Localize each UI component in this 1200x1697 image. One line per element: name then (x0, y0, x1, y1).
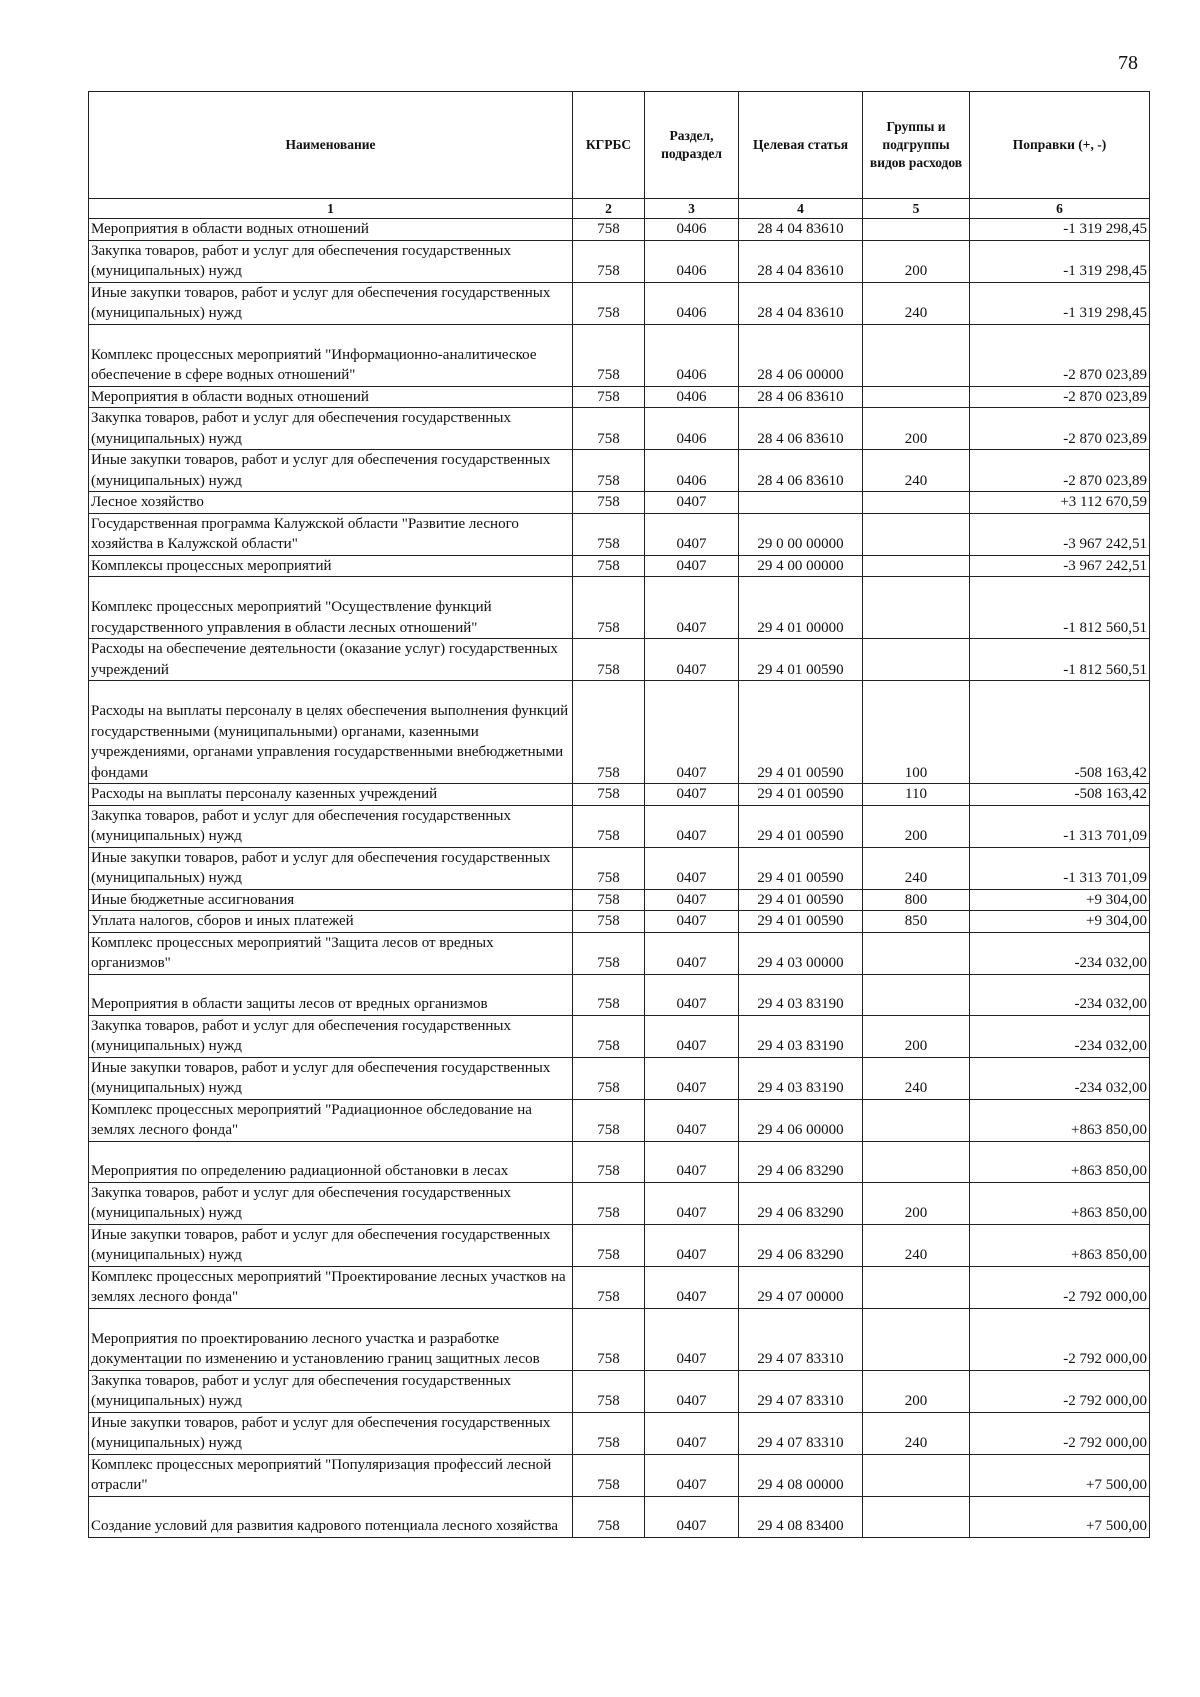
row-name: Иные закупки товаров, работ и услуг для обеспечения государственных (муниципальных) нужд (89, 847, 573, 889)
table-row (89, 847, 1150, 889)
row-amendment-amount: +7 500,00 (970, 1454, 1150, 1496)
row-kgrbs: 758 (573, 1141, 645, 1182)
row-expense-group (863, 555, 970, 577)
row-section: 0406 (645, 386, 739, 408)
row-name: Создание условий для развития кадрового потенциала лесного хозяйства (89, 1496, 573, 1537)
table-row (89, 577, 1150, 639)
table-row (89, 324, 1150, 386)
row-section: 0407 (645, 1308, 739, 1370)
row-section: 0406 (645, 324, 739, 386)
row-expense-group (863, 974, 970, 1015)
table-row (89, 1015, 1150, 1057)
table-row (89, 784, 1150, 806)
row-name: Закупка товаров, работ и услуг для обеспечения государственных (муниципальных) нужд (89, 805, 573, 847)
table-row (89, 282, 1150, 324)
row-section: 0407 (645, 577, 739, 639)
row-section: 0407 (645, 639, 739, 681)
row-kgrbs: 758 (573, 408, 645, 450)
row-target-article: 29 4 06 00000 (739, 1099, 863, 1141)
header-row (89, 92, 1150, 199)
row-section: 0406 (645, 450, 739, 492)
row-amendment-amount: -3 967 242,51 (970, 555, 1150, 577)
budget-amendments-table (88, 91, 1150, 1538)
table-row (89, 450, 1150, 492)
row-amendment-amount: +863 850,00 (970, 1182, 1150, 1224)
row-kgrbs: 758 (573, 450, 645, 492)
row-kgrbs: 758 (573, 1308, 645, 1370)
row-target-article: 29 4 01 00590 (739, 639, 863, 681)
row-section: 0407 (645, 1141, 739, 1182)
row-amendment-amount: -234 032,00 (970, 932, 1150, 974)
table-row (89, 1057, 1150, 1099)
table-row (89, 1224, 1150, 1266)
row-target-article: 29 4 08 00000 (739, 1454, 863, 1496)
row-section: 0407 (645, 1370, 739, 1412)
table-row (89, 1412, 1150, 1454)
row-amendment-amount: -1 313 701,09 (970, 847, 1150, 889)
row-section: 0407 (645, 1412, 739, 1454)
row-target-article: 28 4 06 83610 (739, 450, 863, 492)
table-row (89, 1370, 1150, 1412)
table-row (89, 555, 1150, 577)
row-name: Закупка товаров, работ и услуг для обеспечения государственных (муниципальных) нужд (89, 240, 573, 282)
row-expense-group: 200 (863, 1182, 970, 1224)
row-section: 0407 (645, 492, 739, 514)
row-amendment-amount: +7 500,00 (970, 1496, 1150, 1537)
header-amendments: Поправки (+, -) (970, 92, 1150, 199)
row-target-article: 29 4 01 00590 (739, 784, 863, 806)
row-kgrbs: 758 (573, 1182, 645, 1224)
row-amendment-amount: -2 870 023,89 (970, 408, 1150, 450)
row-expense-group: 200 (863, 240, 970, 282)
row-expense-group (863, 1099, 970, 1141)
row-target-article: 28 4 04 83610 (739, 240, 863, 282)
table-row (89, 1308, 1150, 1370)
row-kgrbs: 758 (573, 847, 645, 889)
row-kgrbs: 758 (573, 784, 645, 806)
table-row (89, 219, 1150, 241)
row-expense-group: 200 (863, 1370, 970, 1412)
row-section: 0407 (645, 1454, 739, 1496)
row-section: 0407 (645, 1015, 739, 1057)
row-section: 0407 (645, 974, 739, 1015)
row-expense-group (863, 577, 970, 639)
row-name: Комплекс процессных мероприятий "Популяризация профессий лесной отрасли" (89, 1454, 573, 1496)
column-number: 1 (89, 199, 573, 219)
row-target-article: 29 4 07 83310 (739, 1370, 863, 1412)
row-target-article: 29 4 07 83310 (739, 1308, 863, 1370)
row-name: Закупка товаров, работ и услуг для обеспечения государственных (муниципальных) нужд (89, 1370, 573, 1412)
row-target-article: 29 4 07 83310 (739, 1412, 863, 1454)
row-name: Закупка товаров, работ и услуг для обеспечения государственных (муниципальных) нужд (89, 1182, 573, 1224)
row-kgrbs: 758 (573, 1057, 645, 1099)
table-row (89, 1496, 1150, 1537)
row-kgrbs: 758 (573, 324, 645, 386)
row-kgrbs: 758 (573, 240, 645, 282)
row-kgrbs: 758 (573, 386, 645, 408)
row-name: Закупка товаров, работ и услуг для обеспечения государственных (муниципальных) нужд (89, 1015, 573, 1057)
row-kgrbs: 758 (573, 805, 645, 847)
row-target-article: 28 4 06 83610 (739, 386, 863, 408)
row-name: Мероприятия по определению радиационной обстановки в лесах (89, 1141, 573, 1182)
row-amendment-amount: -2 870 023,89 (970, 386, 1150, 408)
row-section: 0406 (645, 282, 739, 324)
table-row (89, 513, 1150, 555)
row-target-article: 29 4 08 83400 (739, 1496, 863, 1537)
row-name: Комплекс процессных мероприятий "Проектирование лесных участков на землях лесного фонда" (89, 1266, 573, 1308)
row-name: Иные закупки товаров, работ и услуг для обеспечения государственных (муниципальных) нужд (89, 1412, 573, 1454)
row-amendment-amount: -2 870 023,89 (970, 450, 1150, 492)
row-target-article: 29 4 01 00590 (739, 911, 863, 933)
row-section: 0407 (645, 681, 739, 784)
row-target-article: 29 4 01 00590 (739, 805, 863, 847)
row-amendment-amount: -1 812 560,51 (970, 639, 1150, 681)
row-section: 0407 (645, 847, 739, 889)
row-name: Иные бюджетные ассигнования (89, 889, 573, 911)
row-name: Расходы на выплаты персоналу казенных учреждений (89, 784, 573, 806)
row-name: Комплексы процессных мероприятий (89, 555, 573, 577)
row-amendment-amount: -2 792 000,00 (970, 1308, 1150, 1370)
row-expense-group: 240 (863, 1412, 970, 1454)
row-target-article: 29 4 03 83190 (739, 974, 863, 1015)
row-target-article: 29 4 03 00000 (739, 932, 863, 974)
row-section: 0407 (645, 555, 739, 577)
row-target-article: 29 4 06 83290 (739, 1182, 863, 1224)
row-expense-group (863, 324, 970, 386)
row-section: 0407 (645, 1057, 739, 1099)
row-expense-group (863, 1308, 970, 1370)
table-row (89, 911, 1150, 933)
row-expense-group: 110 (863, 784, 970, 806)
row-kgrbs: 758 (573, 1224, 645, 1266)
table-row (89, 639, 1150, 681)
row-target-article: 29 4 07 00000 (739, 1266, 863, 1308)
row-kgrbs: 758 (573, 889, 645, 911)
row-section: 0407 (645, 932, 739, 974)
row-section: 0407 (645, 911, 739, 933)
row-target-article: 29 4 06 83290 (739, 1141, 863, 1182)
row-expense-group (863, 1266, 970, 1308)
table-row (89, 1266, 1150, 1308)
row-amendment-amount: -2 792 000,00 (970, 1412, 1150, 1454)
row-section: 0407 (645, 1224, 739, 1266)
row-kgrbs: 758 (573, 1496, 645, 1537)
row-amendment-amount: -2 870 023,89 (970, 324, 1150, 386)
row-kgrbs: 758 (573, 1370, 645, 1412)
row-expense-group: 200 (863, 805, 970, 847)
row-target-article: 29 4 01 00590 (739, 889, 863, 911)
row-expense-group: 240 (863, 450, 970, 492)
row-section: 0407 (645, 1182, 739, 1224)
row-section: 0406 (645, 408, 739, 450)
row-section: 0407 (645, 889, 739, 911)
row-expense-group: 240 (863, 1057, 970, 1099)
row-amendment-amount: +3 112 670,59 (970, 492, 1150, 514)
row-target-article: 29 0 00 00000 (739, 513, 863, 555)
row-kgrbs: 758 (573, 577, 645, 639)
row-expense-group (863, 513, 970, 555)
table-row (89, 681, 1150, 784)
row-name: Мероприятия в области защиты лесов от вредных организмов (89, 974, 573, 1015)
row-name: Комплекс процессных мероприятий "Осуществление функций государственного управления в области лесных отношений" (89, 577, 573, 639)
row-amendment-amount: -508 163,42 (970, 784, 1150, 806)
row-target-article: 29 4 01 00590 (739, 847, 863, 889)
page-number: 78 (1118, 52, 1138, 74)
table-row (89, 974, 1150, 1015)
row-kgrbs: 758 (573, 974, 645, 1015)
row-name: Уплата налогов, сборов и иных платежей (89, 911, 573, 933)
table-row (89, 408, 1150, 450)
row-amendment-amount: -234 032,00 (970, 1057, 1150, 1099)
row-amendment-amount: -1 313 701,09 (970, 805, 1150, 847)
row-amendment-amount: -234 032,00 (970, 974, 1150, 1015)
table-row (89, 1454, 1150, 1496)
row-kgrbs: 758 (573, 681, 645, 784)
row-name: Комплекс процессных мероприятий "Защита лесов от вредных организмов" (89, 932, 573, 974)
row-name: Расходы на обеспечение деятельности (оказание услуг) государственных учреждений (89, 639, 573, 681)
row-expense-group (863, 1141, 970, 1182)
row-name: Иные закупки товаров, работ и услуг для обеспечения государственных (муниципальных) нужд (89, 1057, 573, 1099)
row-target-article: 29 4 03 83190 (739, 1057, 863, 1099)
row-name: Мероприятия по проектированию лесного участка и разработке документации по изменению и установлению границ защитных лесов (89, 1308, 573, 1370)
row-kgrbs: 758 (573, 1412, 645, 1454)
row-target-article: 29 4 01 00000 (739, 577, 863, 639)
row-expense-group: 240 (863, 847, 970, 889)
row-target-article: 29 4 06 83290 (739, 1224, 863, 1266)
row-expense-group (863, 219, 970, 241)
column-number: 5 (863, 199, 970, 219)
row-kgrbs: 758 (573, 911, 645, 933)
row-expense-group: 850 (863, 911, 970, 933)
row-target-article: 29 4 03 83190 (739, 1015, 863, 1057)
row-target-article: 28 4 06 00000 (739, 324, 863, 386)
row-amendment-amount: -234 032,00 (970, 1015, 1150, 1057)
row-expense-group (863, 386, 970, 408)
row-amendment-amount: -2 792 000,00 (970, 1370, 1150, 1412)
row-amendment-amount: -3 967 242,51 (970, 513, 1150, 555)
row-target-article: 29 4 01 00590 (739, 681, 863, 784)
row-target-article (739, 492, 863, 514)
header-target: Целевая статья (739, 92, 863, 199)
row-expense-group: 800 (863, 889, 970, 911)
row-section: 0407 (645, 1099, 739, 1141)
header-kgrbs: КГРБС (573, 92, 645, 199)
row-amendment-amount: -1 319 298,45 (970, 240, 1150, 282)
column-number: 6 (970, 199, 1150, 219)
row-kgrbs: 758 (573, 932, 645, 974)
row-amendment-amount: -1 812 560,51 (970, 577, 1150, 639)
row-target-article: 28 4 04 83610 (739, 282, 863, 324)
row-kgrbs: 758 (573, 492, 645, 514)
header-name: Наименование (89, 92, 573, 199)
row-section: 0407 (645, 784, 739, 806)
column-number: 4 (739, 199, 863, 219)
row-name: Мероприятия в области водных отношений (89, 386, 573, 408)
table-row (89, 805, 1150, 847)
row-name: Мероприятия в области водных отношений (89, 219, 573, 241)
table-row (89, 240, 1150, 282)
row-amendment-amount: -508 163,42 (970, 681, 1150, 784)
row-kgrbs: 758 (573, 1266, 645, 1308)
row-section: 0407 (645, 1496, 739, 1537)
row-target-article: 29 4 00 00000 (739, 555, 863, 577)
row-section: 0406 (645, 240, 739, 282)
row-name: Иные закупки товаров, работ и услуг для обеспечения государственных (муниципальных) нужд (89, 450, 573, 492)
row-name: Иные закупки товаров, работ и услуг для обеспечения государственных (муниципальных) нужд (89, 1224, 573, 1266)
row-amendment-amount: +863 850,00 (970, 1224, 1150, 1266)
row-expense-group: 240 (863, 1224, 970, 1266)
row-target-article: 28 4 04 83610 (739, 219, 863, 241)
row-amendment-amount: -1 319 298,45 (970, 282, 1150, 324)
row-expense-group: 100 (863, 681, 970, 784)
row-kgrbs: 758 (573, 555, 645, 577)
row-amendment-amount: -2 792 000,00 (970, 1266, 1150, 1308)
table-row (89, 1099, 1150, 1141)
row-name: Иные закупки товаров, работ и услуг для обеспечения государственных (муниципальных) нужд (89, 282, 573, 324)
row-kgrbs: 758 (573, 639, 645, 681)
row-amendment-amount: +863 850,00 (970, 1141, 1150, 1182)
table-row (89, 932, 1150, 974)
row-amendment-amount: +9 304,00 (970, 911, 1150, 933)
header-section: Раздел, подраздел (645, 92, 739, 199)
row-amendment-amount: -1 319 298,45 (970, 219, 1150, 241)
row-name: Закупка товаров, работ и услуг для обеспечения государственных (муниципальных) нужд (89, 408, 573, 450)
table-row (89, 889, 1150, 911)
column-number: 3 (645, 199, 739, 219)
row-expense-group (863, 932, 970, 974)
row-section: 0407 (645, 805, 739, 847)
row-name: Расходы на выплаты персоналу в целях обеспечения выполнения функций государственными (муниципальными) органами, казенными учреждениями, органами управления государственными внебюджетными фондами (89, 681, 573, 784)
row-name: Государственная программа Калужской области "Развитие лесного хозяйства в Калужской области" (89, 513, 573, 555)
row-expense-group (863, 639, 970, 681)
column-number: 2 (573, 199, 645, 219)
table-row (89, 1141, 1150, 1182)
row-amendment-amount: +9 304,00 (970, 889, 1150, 911)
row-name: Лесное хозяйство (89, 492, 573, 514)
row-kgrbs: 758 (573, 1454, 645, 1496)
row-expense-group (863, 492, 970, 514)
row-amendment-amount: +863 850,00 (970, 1099, 1150, 1141)
row-kgrbs: 758 (573, 1099, 645, 1141)
row-expense-group: 200 (863, 408, 970, 450)
row-kgrbs: 758 (573, 513, 645, 555)
table-row (89, 492, 1150, 514)
row-name: Комплекс процессных мероприятий "Радиационное обследование на землях лесного фонда" (89, 1099, 573, 1141)
row-kgrbs: 758 (573, 1015, 645, 1057)
row-expense-group (863, 1454, 970, 1496)
row-target-article: 28 4 06 83610 (739, 408, 863, 450)
row-section: 0407 (645, 513, 739, 555)
table-row (89, 1182, 1150, 1224)
row-expense-group: 200 (863, 1015, 970, 1057)
header-groups: Группы и подгруппы видов расходов (863, 92, 970, 199)
row-name: Комплекс процессных мероприятий "Информационно-аналитическое обеспечение в сфере водных отношений" (89, 324, 573, 386)
row-expense-group (863, 1496, 970, 1537)
row-expense-group: 240 (863, 282, 970, 324)
row-section: 0406 (645, 219, 739, 241)
table-row (89, 386, 1150, 408)
row-kgrbs: 758 (573, 282, 645, 324)
column-number-row (89, 199, 1150, 219)
row-kgrbs: 758 (573, 219, 645, 241)
row-section: 0407 (645, 1266, 739, 1308)
